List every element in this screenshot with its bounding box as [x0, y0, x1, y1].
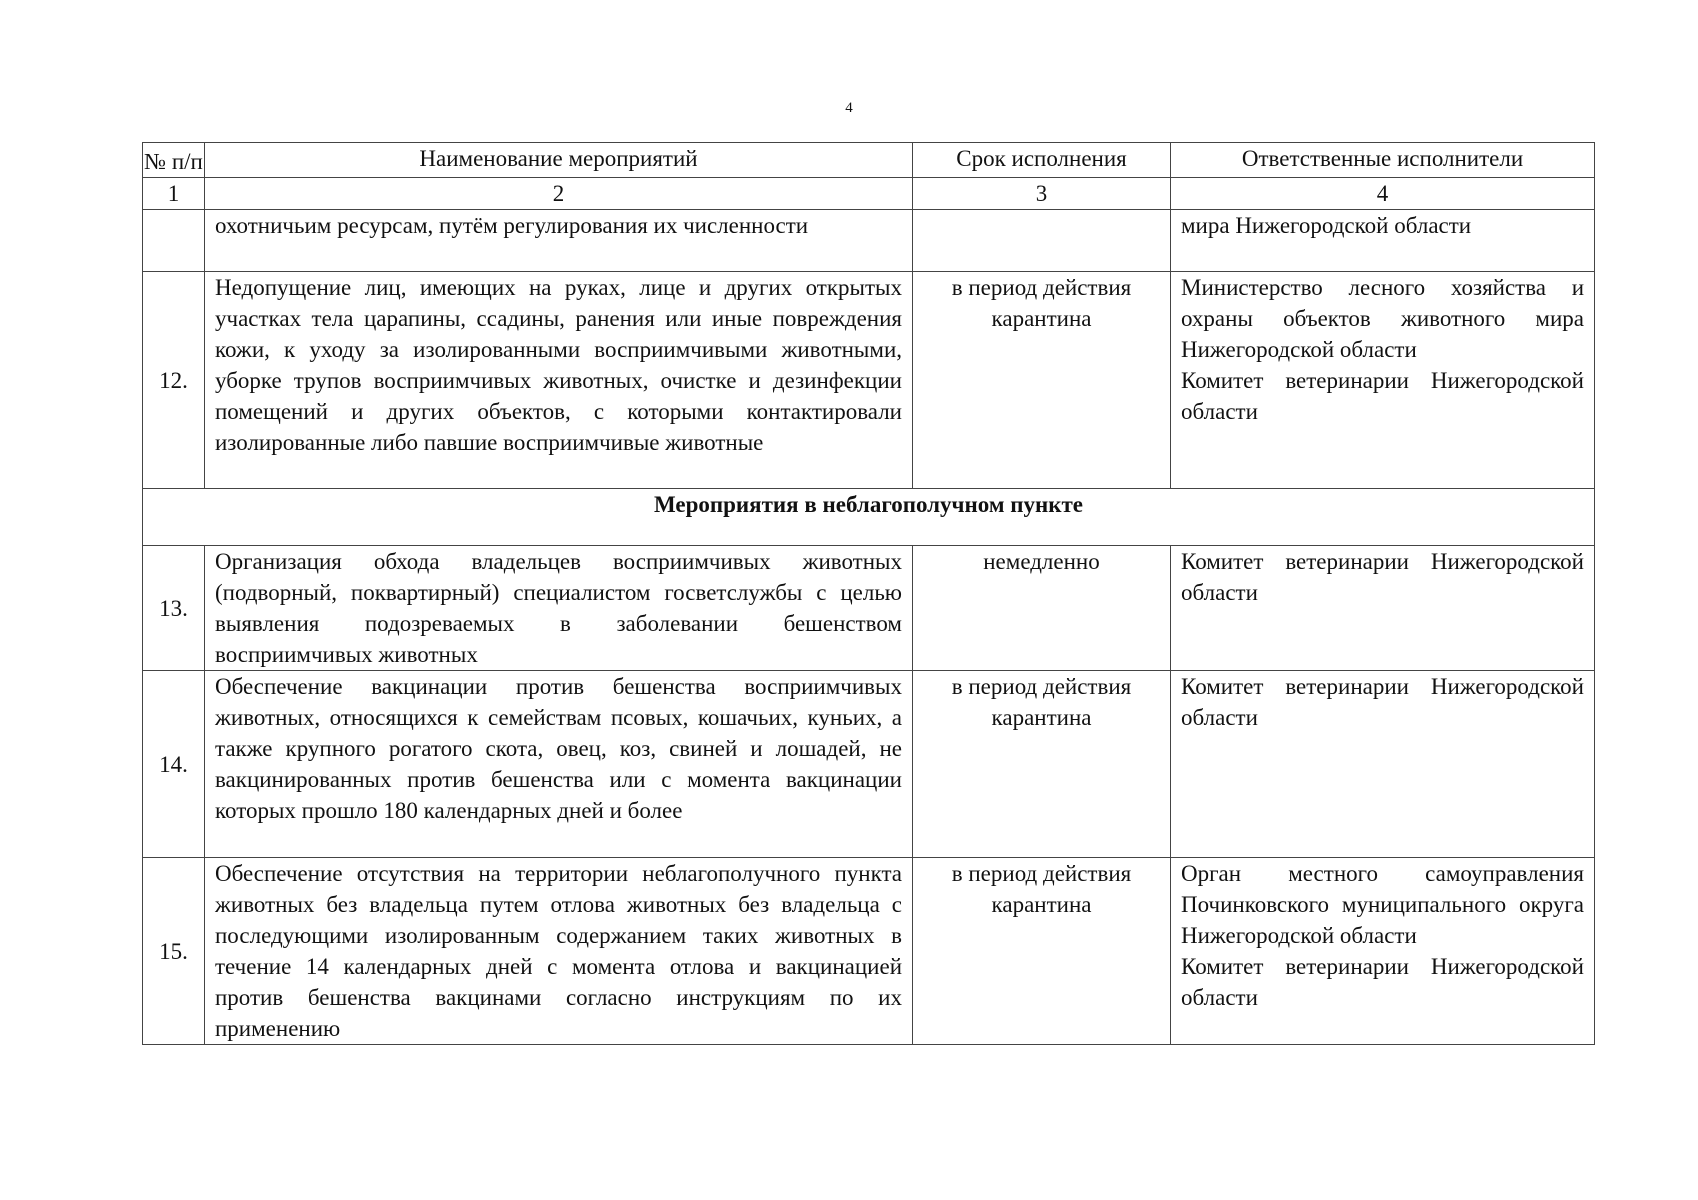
activities-table — [142, 142, 1595, 1045]
column-number: 2 — [205, 178, 913, 210]
row-name: Недопущение лиц, имеющих на руках, лице и других открытых участках тела царапины, ссадины, ранения или иные повреждения кожи, к уходу за изолированными восприимчивыми животными, уборке трупов восприимчивых животных, очистке и дезинфекции помещений и других объектов, с которыми контактировали изолированные либо павшие восприимчивые животные — [205, 272, 913, 489]
responsible-entry: Комитет ветеринарии Нижегородской области — [1181, 368, 1584, 424]
responsible-entry: Комитет ветеринарии Нижегородской области — [1181, 954, 1584, 1010]
row-term: в период действия карантина — [913, 858, 1171, 1045]
table-row — [143, 671, 1595, 858]
responsible-entry: Орган местного самоуправления Починковского муниципального округа Нижегородской области — [1181, 861, 1584, 948]
row-responsible — [1171, 546, 1595, 671]
row-term: в период действия карантина — [913, 272, 1171, 489]
row-name: Обеспечение вакцинации против бешенства восприимчивых животных, относящихся к семействам псовых, кошачьих, куньих, а также крупного рогатого скота, овец, коз, свиней и лошадей, не вакцинированных против бешенства или с момента вакцинации которых прошло 180 календарных дней и более — [205, 671, 913, 858]
row-num: 14. — [143, 671, 205, 858]
responsible-entry: Комитет ветеринарии Нижегородской области — [1181, 674, 1584, 730]
column-number: 1 — [143, 178, 205, 210]
responsible-entry: Комитет ветеринарии Нижегородской области — [1181, 549, 1584, 605]
section-title: Мероприятия в неблагополучном пункте — [143, 489, 1595, 546]
row-name: охотничьим ресурсам, путём регулирования их численности — [205, 210, 913, 272]
row-responsible — [1171, 671, 1595, 858]
section-row — [143, 489, 1595, 546]
row-num: 12. — [143, 272, 205, 489]
table-row — [143, 272, 1595, 489]
column-numbers-row — [143, 178, 1595, 210]
column-number: 3 — [913, 178, 1171, 210]
header-name: Наименование мероприятий — [205, 143, 913, 178]
table-row — [143, 858, 1595, 1045]
row-term — [913, 210, 1171, 272]
row-responsible — [1171, 858, 1595, 1045]
row-term: в период действия карантина — [913, 671, 1171, 858]
header-term: Срок исполнения — [913, 143, 1171, 178]
row-num — [143, 210, 205, 272]
row-responsible: мира Нижегородской области — [1171, 210, 1595, 272]
row-num: 13. — [143, 546, 205, 671]
row-term: немедленно — [913, 546, 1171, 671]
row-num: 15. — [143, 858, 205, 1045]
row-responsible — [1171, 272, 1595, 489]
row-name: Организация обхода владельцев восприимчивых животных (подворный, поквартирный) специалистом госветслужбы с целью выявления подозреваемых в заболевании бешенством восприимчивых животных — [205, 546, 913, 671]
row-name: Обеспечение отсутствия на территории неблагополучного пункта животных без владельца путем отлова животных без владельца с последующими изолированным содержанием таких животных в течение 14 календарных дней с момента отлова и вакцинацией против бешенства вакцинами согласно инструкциям по их применению — [205, 858, 913, 1045]
page-number: 4 — [845, 100, 853, 116]
table-header-row — [143, 143, 1595, 178]
table-row — [143, 546, 1595, 671]
header-responsible: Ответственные исполнители — [1171, 143, 1595, 178]
column-number: 4 — [1171, 178, 1595, 210]
responsible-entry: Министерство лесного хозяйства и охраны объектов животного мира Нижегородской области — [1181, 275, 1584, 362]
table-row-continuation — [143, 210, 1595, 272]
header-num: № п/п — [143, 143, 205, 178]
